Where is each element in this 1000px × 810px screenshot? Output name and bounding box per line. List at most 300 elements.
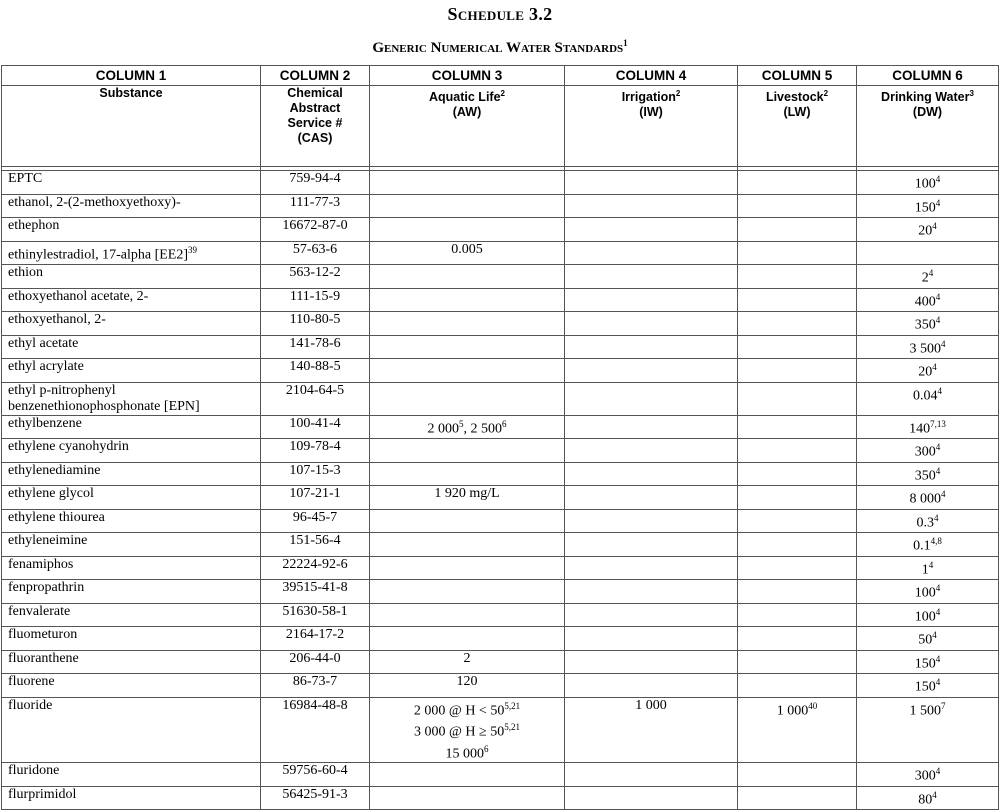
aquatic-life-cell <box>370 415 565 439</box>
drinking-water-value: 1 <box>921 562 929 578</box>
aquatic-life-cell <box>370 265 565 289</box>
table-row <box>2 312 999 336</box>
cas-cell <box>261 171 370 195</box>
cas-number: 2164-17-2 <box>285 627 345 642</box>
substance-name: fenamiphos <box>8 556 74 572</box>
drinking-water-value: 350 <box>914 317 936 333</box>
table-row <box>2 650 999 674</box>
substance-name: EPTC <box>8 171 43 186</box>
aquatic-life-cell <box>370 556 565 580</box>
subtitle-text: Generic Numerical Water Standards <box>372 40 624 56</box>
drinking-water-value: 20 <box>918 223 933 239</box>
livestock-cell <box>738 439 857 463</box>
drinking-water-footnote: 4 <box>932 789 937 800</box>
aquatic-life-value: 15 000 <box>445 746 484 762</box>
irrigation-cell <box>565 312 738 336</box>
substance-cell <box>2 265 261 289</box>
substance-cell <box>2 359 261 383</box>
irrigation-footnote: 2 <box>675 89 681 98</box>
cas-cell <box>261 556 370 580</box>
drinking-water-footnote: 4 <box>941 338 946 349</box>
drinking-water-cell <box>857 335 999 359</box>
aquatic-life-footnote: 6 <box>484 743 489 754</box>
aquatic-life-footnote: 5,21 <box>504 700 521 711</box>
table-row <box>2 556 999 580</box>
drinking-water-value: 150 <box>914 679 936 695</box>
irrigation-cell <box>565 556 738 580</box>
cas-number: 110-80-5 <box>289 312 341 327</box>
drinking-water-text: Drinking Water <box>881 90 970 105</box>
drinking-water-value: 50 <box>918 632 933 648</box>
drinking-water-footnote: 4 <box>932 221 937 231</box>
drinking-water-value: 140 <box>909 421 931 437</box>
drinking-water-footnote: 4 <box>935 677 941 687</box>
cas-header-line: Service # <box>287 116 343 130</box>
irrigation-cell <box>565 697 738 763</box>
drinking-water-cell <box>857 533 999 557</box>
substance-name: ethyl acrylate <box>8 359 84 374</box>
livestock-text: Livestock <box>765 90 824 105</box>
cas-number: 140-88-5 <box>289 359 341 374</box>
irrigation-cell <box>565 627 738 651</box>
substance-cell <box>2 171 261 195</box>
livestock-cell <box>738 312 857 336</box>
table-row <box>2 335 999 359</box>
column-6-header: COLUMN 6 <box>857 66 999 86</box>
irrigation-cell <box>565 288 738 312</box>
drinking-water-header <box>857 86 999 167</box>
substance-cell <box>2 335 261 359</box>
irrigation-cell <box>565 171 738 195</box>
drinking-water-cell <box>857 486 999 510</box>
irrigation-cell <box>565 509 738 533</box>
drinking-water-cell <box>857 786 999 810</box>
aquatic-life-cell <box>370 674 565 698</box>
cas-cell <box>261 533 370 557</box>
aquatic-life-cell <box>370 312 565 336</box>
table-row <box>2 439 999 463</box>
drinking-water-footnote: 4 <box>932 362 937 372</box>
substance-cell <box>2 439 261 463</box>
column-3-header: COLUMN 3 <box>370 66 565 86</box>
table-row <box>2 580 999 604</box>
drinking-water-value: 8 000 <box>909 491 941 507</box>
cas-cell <box>261 786 370 810</box>
cas-cell <box>261 382 370 415</box>
drinking-water-cell <box>857 439 999 463</box>
livestock-cell <box>738 194 857 218</box>
cas-number: 759-94-4 <box>289 171 341 186</box>
cas-cell <box>261 462 370 486</box>
substance-name: fenpropathrin <box>8 580 85 595</box>
drinking-water-cell <box>857 763 999 787</box>
aquatic-life-cell <box>370 439 565 463</box>
substance-cell <box>2 241 261 265</box>
livestock-cell <box>738 265 857 289</box>
drinking-water-cell <box>857 509 999 533</box>
cas-number: 141-78-6 <box>289 335 341 351</box>
aquatic-life-line <box>376 698 558 720</box>
substance-name: ethyleneimine <box>8 533 88 548</box>
substance-cell <box>2 415 261 439</box>
table-row <box>2 786 999 810</box>
cas-header-line: (CAS) <box>297 131 333 145</box>
aquatic-life-value: 3 000 @ H ≥ 50 <box>414 724 505 740</box>
cas-cell <box>261 359 370 383</box>
subtitle-footnote: 1 <box>623 38 628 48</box>
substance-cell <box>2 509 261 533</box>
cas-number: 39515-41-8 <box>282 580 348 595</box>
drinking-water-footnote: 4 <box>937 385 942 396</box>
table-row <box>2 265 999 289</box>
drinking-water-footnote: 4 <box>935 197 941 208</box>
aquatic-life-cell <box>370 763 565 787</box>
aquatic-life-cell <box>370 509 565 533</box>
cas-number: 59756-60-4 <box>282 763 348 779</box>
livestock-cell <box>738 486 857 510</box>
aquatic-life-value: 1 920 mg/L <box>434 486 500 501</box>
aquatic-life-cell <box>370 241 565 265</box>
irrigation-label <box>571 86 731 105</box>
irrigation-cell <box>565 194 738 218</box>
drinking-water-value: 400 <box>914 294 936 310</box>
substance-cell <box>2 650 261 674</box>
drinking-water-cell <box>857 241 999 265</box>
table-row <box>2 763 999 787</box>
drinking-water-footnote: 4 <box>935 606 941 617</box>
drinking-water-cell <box>857 650 999 674</box>
substance-cell <box>2 627 261 651</box>
livestock-cell <box>738 697 857 763</box>
cas-cell <box>261 580 370 604</box>
cas-cell <box>261 415 370 439</box>
drinking-water-cell <box>857 265 999 289</box>
cas-number: 96-45-7 <box>292 509 338 525</box>
drinking-water-value: 0.3 <box>916 515 934 531</box>
drinking-water-value: 100 <box>914 585 936 601</box>
cas-cell <box>261 241 370 265</box>
irrigation-abbr: (IW) <box>639 105 663 120</box>
cas-cell <box>261 312 370 336</box>
irrigation-cell <box>565 265 738 289</box>
cas-cell <box>261 674 370 698</box>
drinking-water-value: 350 <box>914 468 936 484</box>
livestock-cell <box>738 533 857 557</box>
substance-cell <box>2 763 261 787</box>
irrigation-cell <box>565 674 738 698</box>
water-standards-table <box>1 65 999 810</box>
substance-name: ethylbenzene <box>8 415 82 431</box>
irrigation-text: Irrigation <box>621 90 676 105</box>
livestock-cell <box>738 556 857 580</box>
cas-header <box>261 86 370 167</box>
livestock-value: 1 000 <box>776 703 809 719</box>
aquatic-life-cell <box>370 650 565 674</box>
substance-cell <box>2 218 261 242</box>
irrigation-cell <box>565 359 738 383</box>
livestock-cell <box>738 335 857 359</box>
drinking-water-footnote: 4 <box>935 442 941 452</box>
table-row <box>2 533 999 557</box>
livestock-cell <box>738 218 857 242</box>
substance-cell <box>2 556 261 580</box>
irrigation-cell <box>565 241 738 265</box>
cas-number: 563-12-2 <box>289 265 341 280</box>
livestock-cell <box>738 382 857 415</box>
substance-cell <box>2 462 261 486</box>
drinking-water-cell <box>857 359 999 383</box>
irrigation-cell <box>565 462 738 486</box>
substance-name: ethanol, 2-(2-methoxyethoxy)- <box>8 194 181 210</box>
aquatic-life-value: , 2 500 <box>463 421 502 437</box>
substance-name: fluometuron <box>8 627 78 642</box>
table-row <box>2 674 999 698</box>
aquatic-life-cell <box>370 786 565 810</box>
livestock-cell <box>738 288 857 312</box>
aquatic-life-cell <box>370 359 565 383</box>
column-4-header: COLUMN 4 <box>565 66 738 86</box>
irrigation-cell <box>565 382 738 415</box>
cas-cell <box>261 265 370 289</box>
livestock-cell <box>738 763 857 787</box>
substance-header: Substance <box>2 86 261 167</box>
aquatic-life-value: 2 <box>463 650 471 666</box>
table-row <box>2 697 999 763</box>
substance-name: ethyl acetate <box>8 335 79 351</box>
cas-header-line: Chemical <box>287 86 343 100</box>
aquatic-life-cell <box>370 462 565 486</box>
livestock-cell <box>738 359 857 383</box>
irrigation-cell <box>565 218 738 242</box>
drinking-water-value: 150 <box>914 656 936 672</box>
cas-number: 151-56-4 <box>289 533 341 548</box>
cas-number: 107-21-1 <box>289 486 341 501</box>
irrigation-cell <box>565 650 738 674</box>
substance-name: ethoxyethanol, 2- <box>8 312 106 327</box>
column-2-header: COLUMN 2 <box>261 66 370 86</box>
substance-name: fenvalerate <box>8 603 71 619</box>
drinking-water-footnote: 7 <box>941 700 946 711</box>
substance-name: ethyl p-nitrophenyl benzenethionophosphonate [EPN] <box>8 382 200 414</box>
substance-name: ethylene glycol <box>8 486 94 501</box>
substance-name: fluridone <box>8 763 60 779</box>
livestock-cell <box>738 462 857 486</box>
irrigation-cell <box>565 786 738 810</box>
drinking-water-cell <box>857 171 999 195</box>
cas-number: 107-15-3 <box>289 462 341 478</box>
table-row <box>2 218 999 242</box>
substance-cell <box>2 382 261 415</box>
aquatic-life-cell <box>370 288 565 312</box>
table-row <box>2 241 999 265</box>
aquatic-life-cell <box>370 218 565 242</box>
table-row <box>2 603 999 627</box>
column-5-header: COLUMN 5 <box>738 66 857 86</box>
irrigation-cell <box>565 533 738 557</box>
substance-name: ethylene cyanohydrin <box>8 439 129 454</box>
substance-name: ethion <box>8 265 43 280</box>
irrigation-cell <box>565 763 738 787</box>
drinking-water-footnote: 4 <box>935 583 941 593</box>
cas-number: 16984-48-8 <box>282 697 348 713</box>
aquatic-life-footnote: 6 <box>502 418 507 429</box>
substance-cell <box>2 486 261 510</box>
cas-cell <box>261 288 370 312</box>
drinking-water-footnote: 4 <box>928 559 934 570</box>
drinking-water-footnote: 4 <box>935 465 941 476</box>
drinking-water-footnote: 3 <box>969 89 974 98</box>
aquatic-life-value: 120 <box>456 674 478 689</box>
livestock-cell <box>738 415 857 439</box>
substance-cell <box>2 533 261 557</box>
aquatic-life-value: 2 000 <box>427 421 459 437</box>
drinking-water-footnote: 4 <box>934 512 939 523</box>
aquatic-life-line <box>376 741 558 763</box>
cas-number: 51630-58-1 <box>282 603 348 619</box>
cas-number: 109-78-4 <box>289 439 341 454</box>
drinking-water-value: 3 500 <box>909 341 941 357</box>
cas-number: 86-73-7 <box>292 674 338 689</box>
aquatic-life-footnote: 5,21 <box>504 722 520 733</box>
irrigation-cell <box>565 335 738 359</box>
irrigation-cell <box>565 580 738 604</box>
irrigation-cell <box>565 486 738 510</box>
livestock-label <box>744 86 850 105</box>
drinking-water-cell <box>857 194 999 218</box>
irrigation-cell <box>565 415 738 439</box>
drinking-water-cell <box>857 218 999 242</box>
cas-header-line: Abstract <box>289 101 341 115</box>
livestock-cell <box>738 580 857 604</box>
drinking-water-cell <box>857 288 999 312</box>
drinking-water-footnote: 4 <box>935 291 941 302</box>
aquatic-life-cell <box>370 486 565 510</box>
aquatic-life-value: 2 000 @ H < 50 <box>413 703 505 719</box>
aquatic-life-abbr: (AW) <box>452 105 482 120</box>
livestock-abbr: (LW) <box>783 105 811 120</box>
livestock-cell <box>738 171 857 195</box>
substance-cell <box>2 312 261 336</box>
drinking-water-value: 0.04 <box>913 388 938 404</box>
drinking-water-footnote: 4 <box>935 653 941 664</box>
aquatic-life-cell <box>370 580 565 604</box>
substance-name: ethylene thiourea <box>8 509 105 525</box>
irrigation-header <box>565 86 738 167</box>
substance-name: ethinylestradiol, 17-alpha [EE2] <box>8 247 188 263</box>
drinking-water-footnote: 4 <box>932 630 937 640</box>
table-row <box>2 288 999 312</box>
table-row <box>2 171 999 195</box>
livestock-cell <box>738 509 857 533</box>
aquatic-life-footnote: 2 <box>500 89 505 98</box>
substance-footnote: 39 <box>188 244 197 255</box>
substance-name: flurprimidol <box>8 786 77 802</box>
drinking-water-value: 150 <box>914 200 936 216</box>
substance-cell <box>2 674 261 698</box>
aquatic-life-footnote: 5 <box>459 418 464 429</box>
cas-number: 100-41-4 <box>289 415 341 431</box>
cas-cell <box>261 697 370 763</box>
drinking-water-footnote: 7,13 <box>930 418 946 429</box>
drinking-water-value: 0.1 <box>913 538 931 554</box>
aquatic-life-cell <box>370 603 565 627</box>
livestock-cell <box>738 627 857 651</box>
aquatic-life-cell <box>370 194 565 218</box>
cas-cell <box>261 486 370 510</box>
irrigation-value: 1 000 <box>635 697 667 713</box>
cas-cell <box>261 194 370 218</box>
drinking-water-value: 300 <box>914 444 936 460</box>
cas-number: 2104-64-5 <box>285 382 345 398</box>
substance-name: ethephon <box>8 218 60 233</box>
drinking-water-value: 100 <box>914 609 936 625</box>
aquatic-life-line <box>376 719 558 741</box>
table-row <box>2 194 999 218</box>
aquatic-life-text: Aquatic Life <box>429 90 501 105</box>
cas-cell <box>261 603 370 627</box>
table-subtitle <box>0 38 1000 57</box>
substance-name: fluorene <box>8 674 55 689</box>
livestock-header <box>738 86 857 167</box>
cas-cell <box>261 218 370 242</box>
schedule-title: Schedule 3.2 <box>447 4 553 24</box>
irrigation-cell <box>565 439 738 463</box>
aquatic-life-cell <box>370 171 565 195</box>
livestock-cell <box>738 786 857 810</box>
cas-number: 57-63-6 <box>292 241 338 257</box>
substance-name: fluoranthene <box>8 650 79 666</box>
drinking-water-footnote: 4 <box>935 766 941 777</box>
aquatic-life-value: 0.005 <box>451 241 483 257</box>
column-1-header: COLUMN 1 <box>2 66 261 86</box>
substance-name: ethylenediamine <box>8 462 101 478</box>
cas-number: 16672-87-0 <box>282 218 348 233</box>
drinking-water-cell <box>857 697 999 763</box>
column-number-row <box>2 66 999 86</box>
drinking-water-value: 20 <box>918 364 933 380</box>
drinking-water-footnote: 4 <box>935 315 941 325</box>
aquatic-life-label <box>376 86 558 105</box>
cas-cell <box>261 439 370 463</box>
drinking-water-cell <box>857 462 999 486</box>
livestock-cell <box>738 650 857 674</box>
aquatic-life-cell <box>370 627 565 651</box>
drinking-water-cell <box>857 580 999 604</box>
substance-cell <box>2 580 261 604</box>
drinking-water-cell <box>857 312 999 336</box>
drinking-water-value: 1 500 <box>909 703 941 719</box>
drinking-water-abbr: (DW) <box>912 105 943 120</box>
substance-name: ethoxyethanol acetate, 2- <box>8 288 149 304</box>
drinking-water-cell <box>857 627 999 651</box>
livestock-footnote: 40 <box>808 700 818 711</box>
table-row <box>2 462 999 486</box>
drinking-water-cell <box>857 603 999 627</box>
drinking-water-value: 2 <box>921 270 929 286</box>
livestock-cell <box>738 241 857 265</box>
table-row <box>2 415 999 439</box>
substance-cell <box>2 194 261 218</box>
drinking-water-value: 300 <box>914 769 936 785</box>
drinking-water-cell <box>857 415 999 439</box>
aquatic-life-header <box>370 86 565 167</box>
substance-cell <box>2 697 261 763</box>
drinking-water-cell <box>857 556 999 580</box>
cas-cell <box>261 335 370 359</box>
cas-number: 206-44-0 <box>289 650 341 666</box>
cas-number: 22224-92-6 <box>282 556 348 572</box>
table-row <box>2 509 999 533</box>
